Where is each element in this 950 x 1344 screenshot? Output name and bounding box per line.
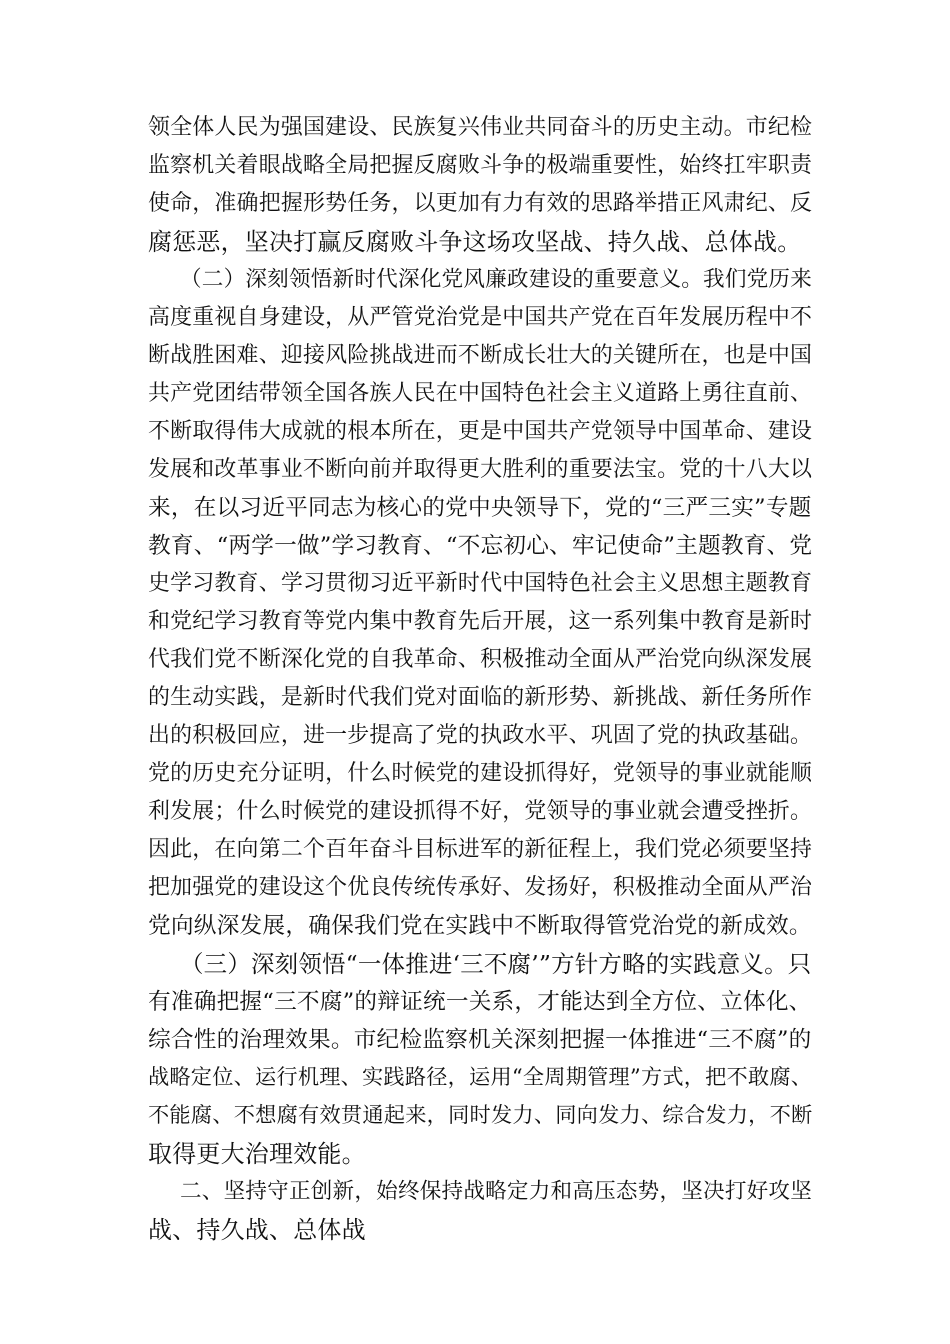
text-line: 的生动实践，是新时代我们党对面临的新形势、新挑战、新任务所作: [148, 685, 813, 710]
text-line: 有准确把握“三不腐”的辩证统一关系，才能达到全方位、立体化、: [148, 989, 812, 1015]
section-heading-3: （三）深刻领悟“一体推进‘三不腐’”方针方略的实践意义。只: [180, 950, 812, 978]
text-line: 不能腐、不想腐有效贯通起来，同时发力、同向发力、综合发力，不断: [148, 1103, 813, 1128]
text-line: 发展和改革事业不断向前并取得更大胜利的重要法宝。党的十八大以: [148, 457, 813, 482]
text-line: 不断取得伟大成就的根本所在，更是中国共产党领导中国革命、建设: [148, 419, 813, 444]
text-line: 来，在以习近平同志为核心的党中央领导下，党的“三严三实”专题: [148, 495, 812, 521]
text-line: 教育、“两学一做”学习教育、“不忘初心、牢记使命”主题教育、党: [148, 533, 813, 559]
text-line: 党的历史充分证明，什么时候党的建设抓得好，党领导的事业就能顺: [148, 761, 813, 786]
section-heading-2: （二）深刻领悟新时代深化党风廉政建设的重要意义。我们党历来: [180, 267, 813, 292]
text-line: 战略定位、运行机理、实践路径，运用“全周期管理”方式，把不敢腐、: [148, 1065, 813, 1090]
text-line: 因此，在向第二个百年奋斗目标进军的新征程上，我们党必须要坚持: [148, 837, 813, 862]
chapter-heading-2: 二、坚持守正创新，始终保持战略定力和高压态势，坚决打好攻坚: [180, 1179, 813, 1204]
text-line: 领全体人民为强国建设、民族复兴伟业共同奋斗的历史主动。市纪检: [148, 115, 813, 140]
text-line: 共产党团结带领全国各族人民在中国特色社会主义道路上勇往直前、: [148, 381, 813, 406]
text-line: 和党纪学习教育等党内集中教育先后开展，这一系列集中教育是新时: [148, 609, 813, 634]
text-line: 取得更大治理效能。: [148, 1140, 366, 1168]
text-line: 党向纵深发展，确保我们党在实践中不断取得管党治党的新成效。: [148, 913, 812, 939]
text-line: 史学习教育、学习贯彻习近平新时代中国特色社会主义思想主题教育: [148, 571, 813, 596]
text-line: 战、持久战、总体战: [148, 1216, 366, 1244]
text-line: 综合性的治理效果。市纪检监察机关深刻把握一体推进“三不腐”的: [148, 1027, 812, 1053]
text-line: 代我们党不断深化党的自我革命、积极推动全面从严治党向纵深发展: [148, 647, 813, 672]
text-line: 把加强党的建设这个优良传统传承好、发扬好，积极推动全面从严治: [148, 875, 813, 900]
text-line: 腐惩恶，坚决打赢反腐败斗争这场攻坚战、持久战、总体战。: [148, 228, 802, 256]
text-line: 断战胜困难、迎接风险挑战进而不断成长壮大的关键所在，也是中国: [148, 343, 813, 368]
text-line: 利发展；什么时候党的建设抓得不好，党领导的事业就会遭受挫折。: [148, 799, 813, 824]
text-line: 使命，准确把握形势任务，以更加有力有效的思路举措正风肃纪、反: [148, 191, 813, 216]
text-line: 出的积极回应，进一步提高了党的执政水平、巩固了党的执政基础。: [148, 723, 813, 748]
text-line: 高度重视自身建设，从严管党治党是中国共产党在百年发展历程中不: [148, 305, 813, 330]
text-line: 监察机关着眼战略全局把握反腐败斗争的极端重要性，始终扛牢职责: [148, 153, 813, 178]
